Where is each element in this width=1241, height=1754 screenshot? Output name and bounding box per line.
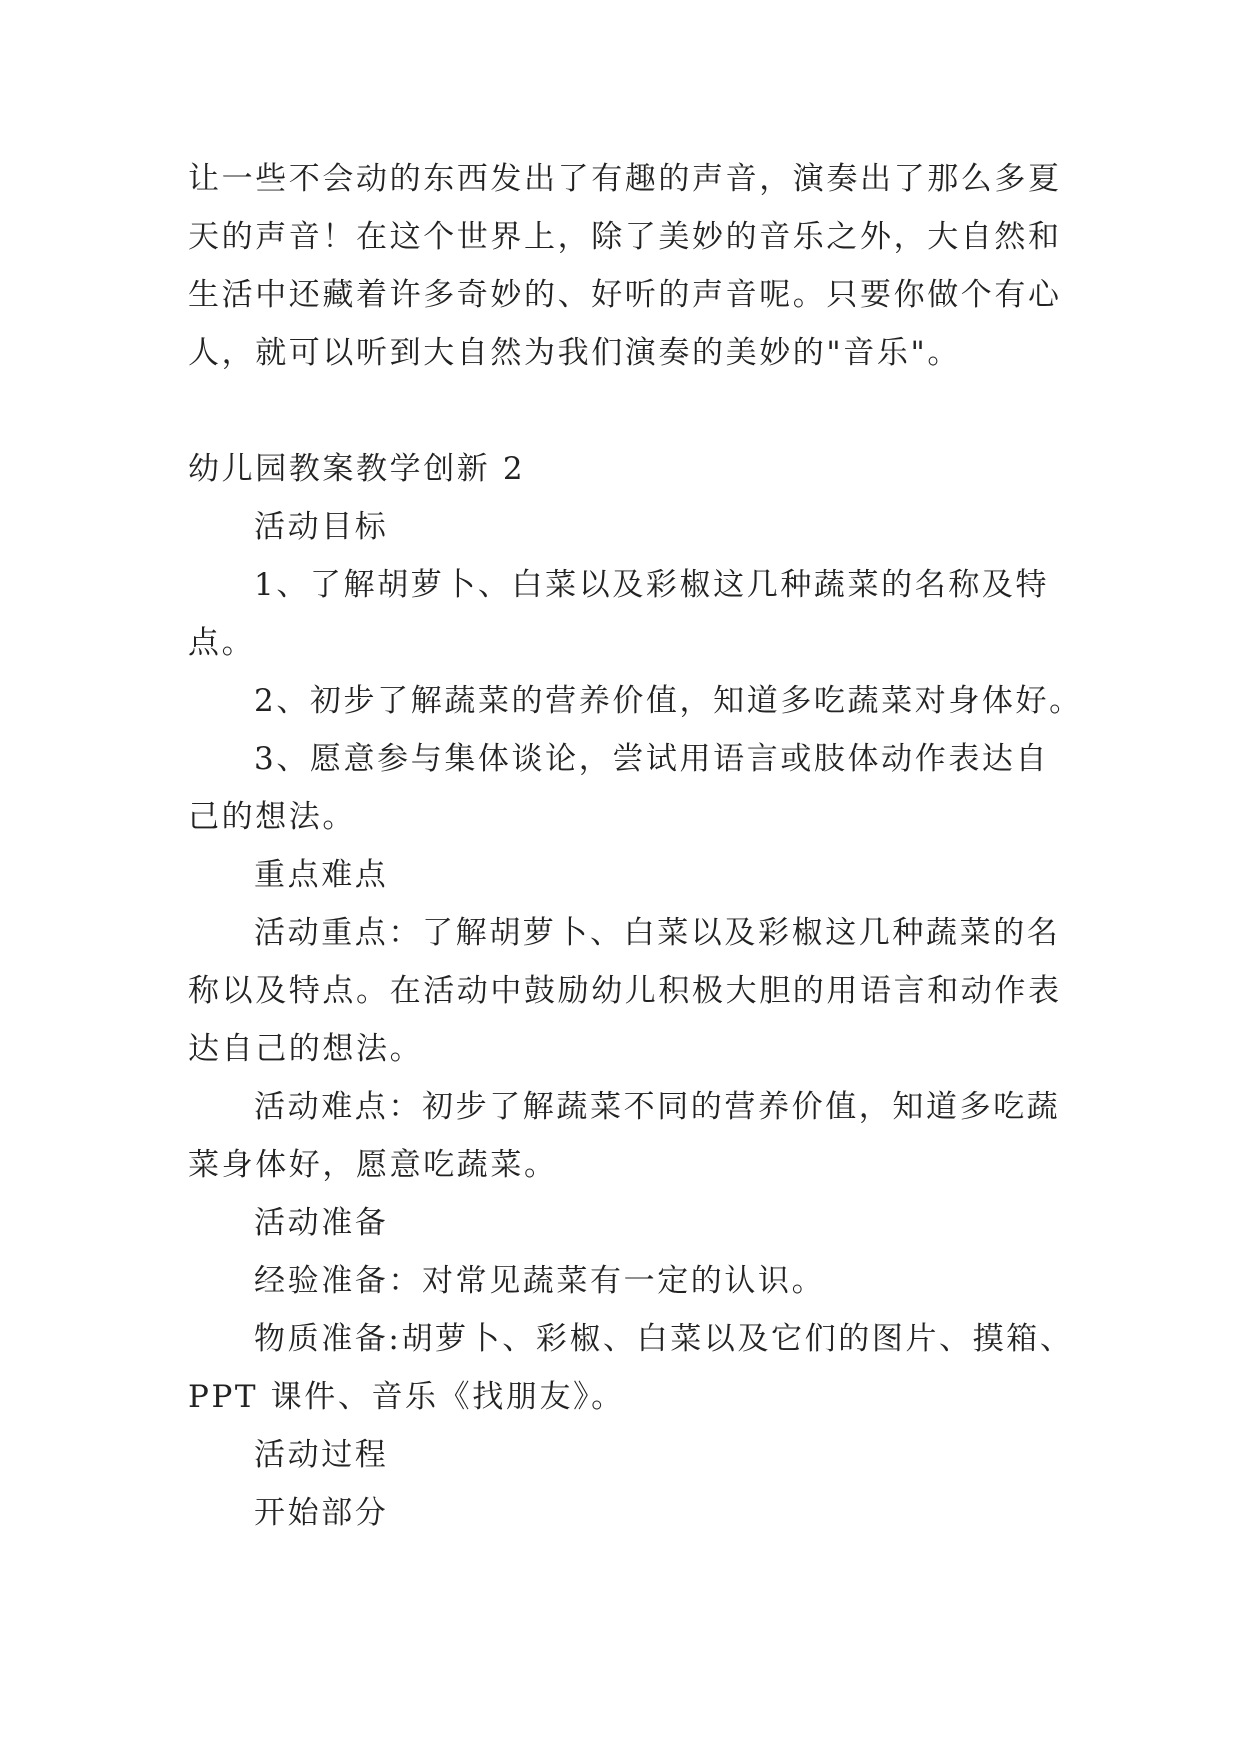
paragraph-gap: [188, 382, 1068, 440]
goal-1-line-1: 1、了解胡萝卜、白菜以及彩椒这几种蔬菜的名称及特: [254, 567, 1050, 603]
document-page: [188, 150, 1083, 1542]
prep-experience: 经验准备：对常见蔬菜有一定的认识。: [254, 1263, 826, 1299]
key-point-line-3: 达自己的想法。: [188, 1031, 424, 1067]
difficult-point-line-1: 活动难点：初步了解蔬菜不同的营养价值，知道多吃蔬: [254, 1089, 1061, 1125]
key-point-line-1: 活动重点：了解胡萝卜、白菜以及彩椒这几种蔬菜的名: [254, 915, 1061, 951]
intro-line-2: 天的声音！在这个世界上，除了美妙的音乐之外，大自然和: [188, 219, 1062, 255]
key-heading: 重点难点: [254, 857, 389, 893]
goal-2: 2、初步了解蔬菜的营养价值，知道多吃蔬菜对身体好。: [254, 683, 1083, 719]
goal-3-line-2: 己的想法。: [188, 799, 356, 835]
prep-material-line-1: 物质准备:胡萝卜、彩椒、白菜以及它们的图片、摸箱、: [254, 1321, 1074, 1357]
goals-heading: 活动目标: [254, 509, 389, 545]
intro-line-1: 让一些不会动的东西发出了有趣的声音，演奏出了那么多夏: [188, 161, 1062, 197]
goal-1-line-2: 点。: [188, 625, 256, 661]
section-title: 幼儿园教案教学创新 2: [188, 451, 526, 487]
prep-heading: 活动准备: [254, 1205, 389, 1241]
difficult-point-line-2: 菜身体好，愿意吃蔬菜。: [188, 1147, 558, 1183]
intro-line-3: 生活中还藏着许多奇妙的、好听的声音呢。只要你做个有心: [188, 277, 1062, 313]
goal-3-line-1: 3、愿意参与集体谈论，尝试用语言或肢体动作表达自: [254, 741, 1050, 777]
key-point-line-2: 称以及特点。在活动中鼓励幼儿积极大胆的用语言和动作表: [188, 973, 1062, 1009]
start-heading: 开始部分: [254, 1495, 389, 1531]
prep-material-line-2: PPT 课件、音乐《找朋友》。: [188, 1379, 625, 1415]
process-heading: 活动过程: [254, 1437, 389, 1473]
intro-line-4: 人，就可以听到大自然为我们演奏的美妙的"音乐"。: [188, 335, 961, 371]
